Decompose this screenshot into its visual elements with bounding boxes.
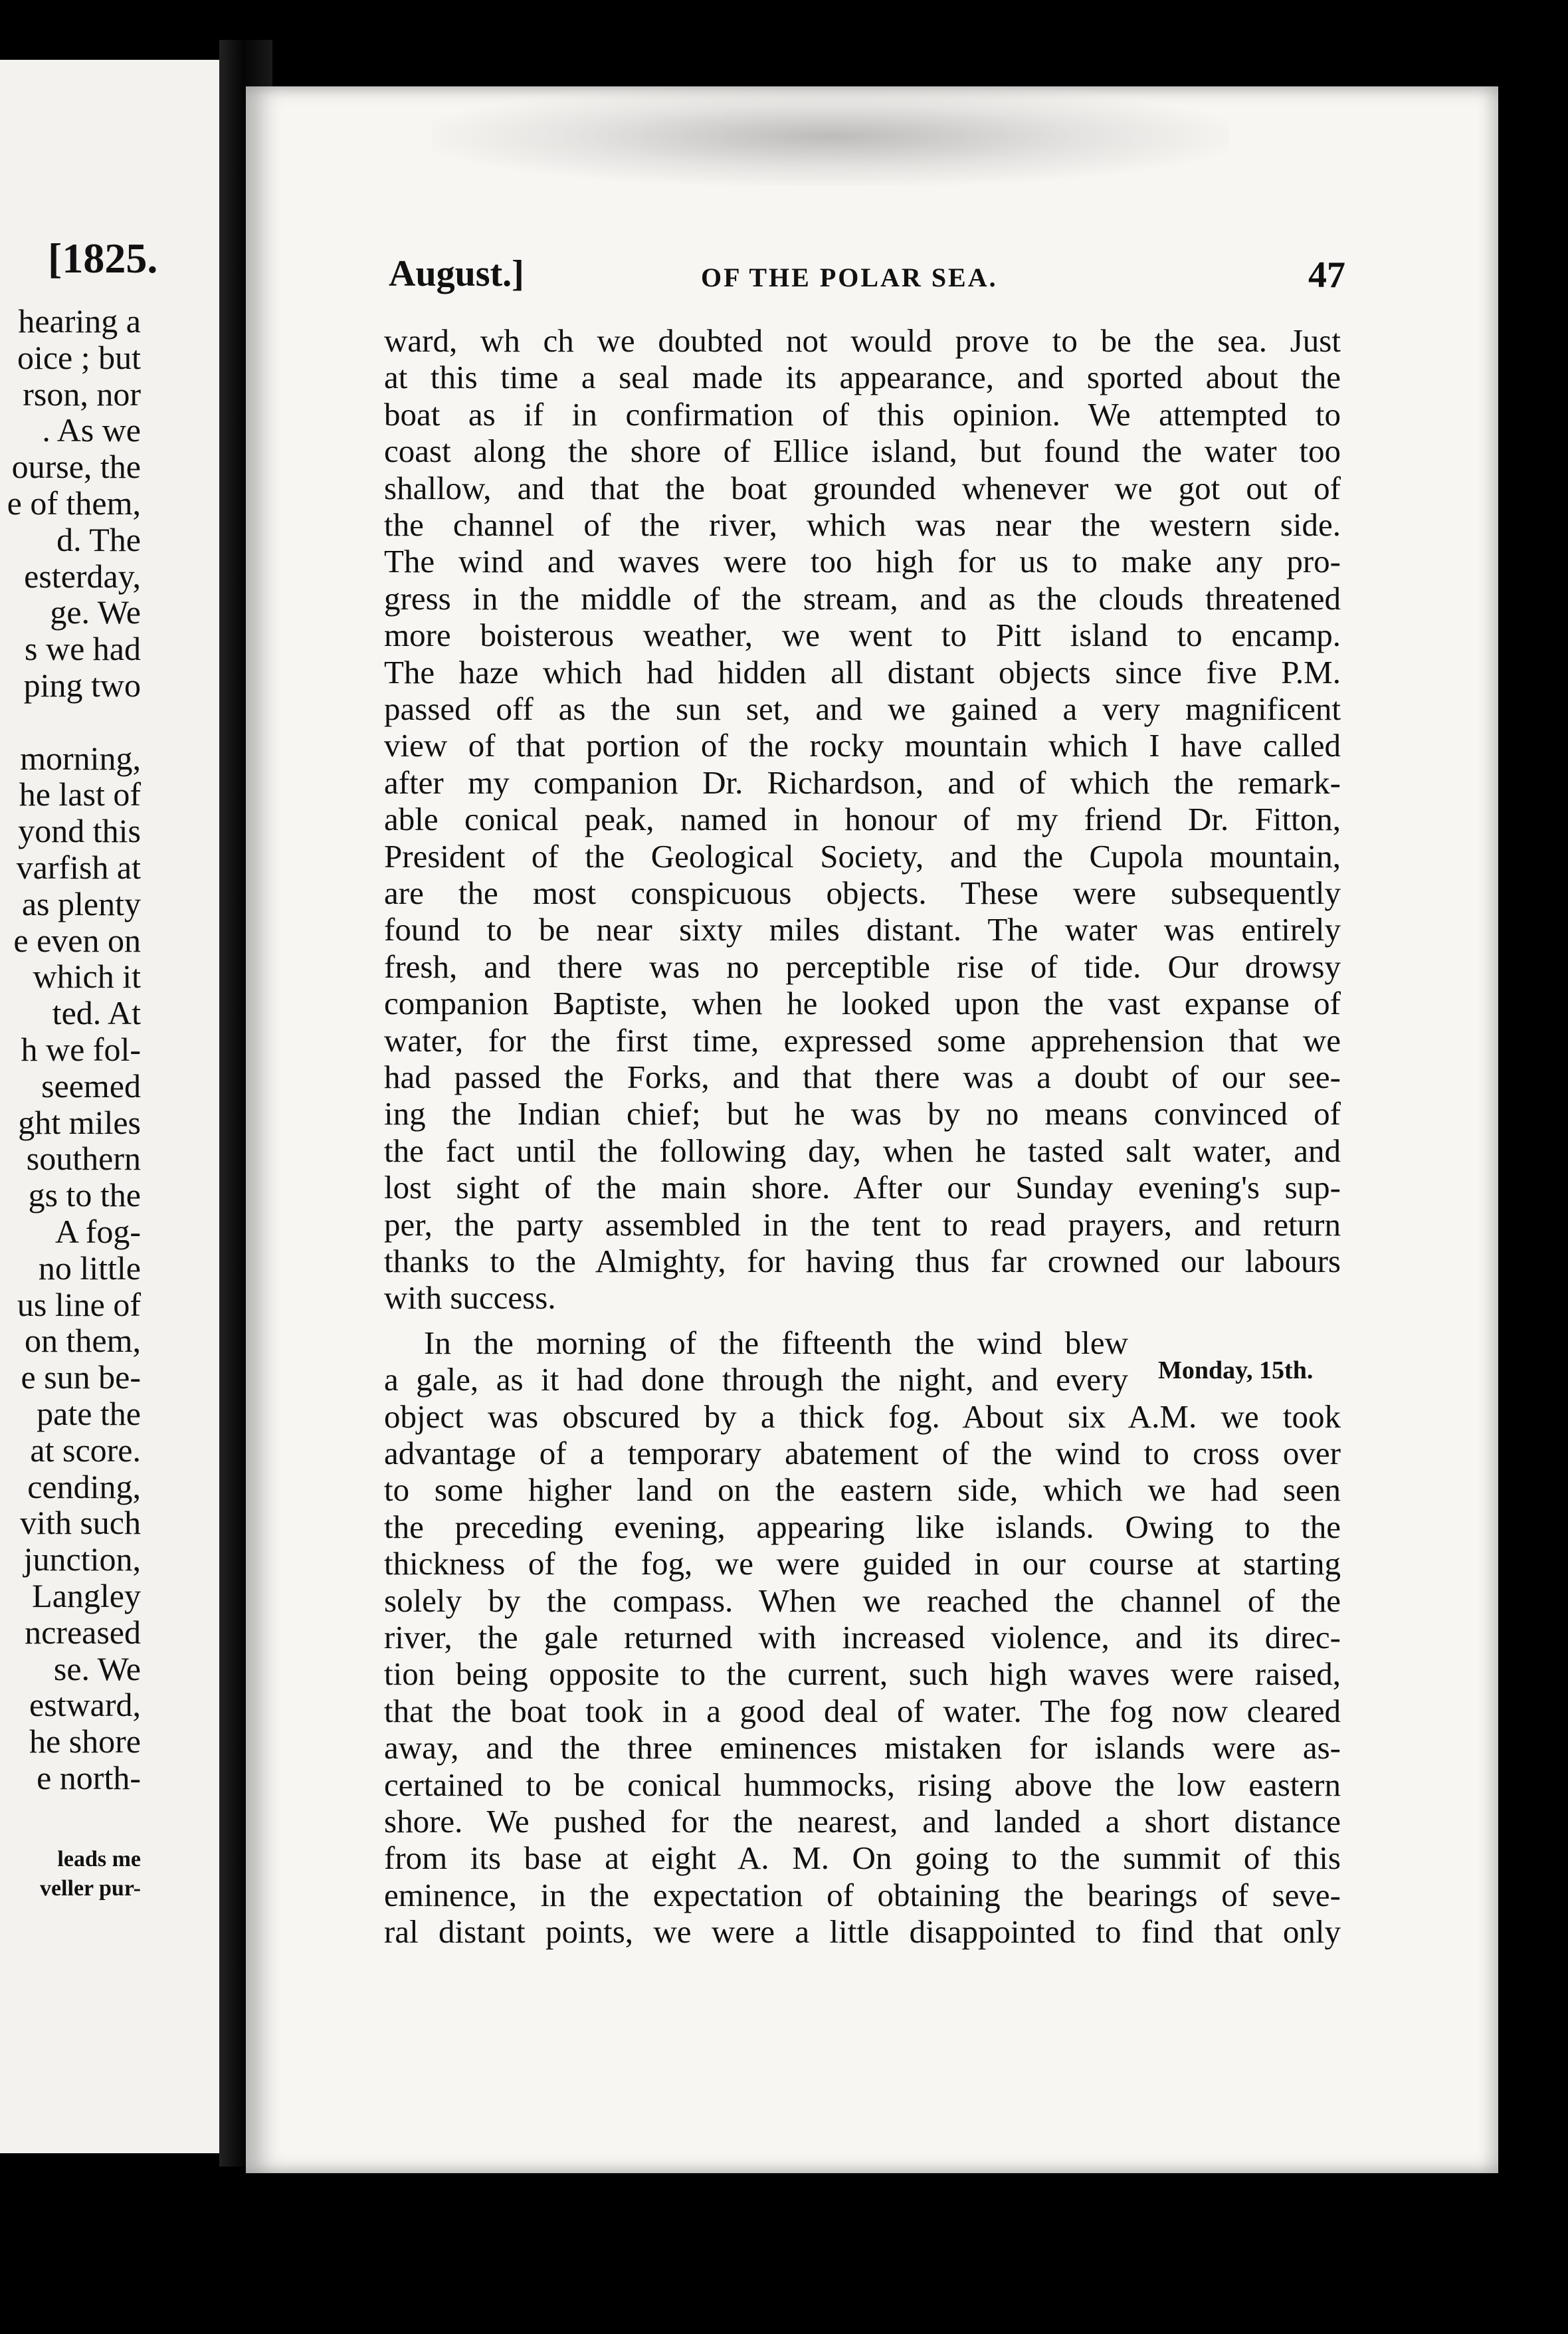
previous-page-line: as plenty — [21, 885, 141, 922]
previous-page-line: on them, — [25, 1322, 141, 1360]
text-line: In the morning of the fifteenth the wind blew — [424, 1324, 1128, 1361]
text-line: the preceding evening, appearing like islands. Owing to the — [384, 1508, 1341, 1545]
text-line: able conical peak, named in honour of my friend Dr. Fitton, — [384, 801, 1341, 838]
previous-page-line: ping two — [23, 667, 141, 704]
previous-page-line: ge. We — [50, 593, 141, 631]
text-line: thickness of the fog, we were guided in our course at starting — [384, 1545, 1341, 1582]
text-line: ing the Indian chief; but he was by no means convinced of — [384, 1095, 1341, 1132]
previous-page-line: rson, nor — [23, 375, 141, 413]
text-line: companion Baptiste, when he looked upon the vast expanse of — [384, 985, 1341, 1022]
text-line: that the boat took in a good deal of water. The fog now cleared — [384, 1692, 1341, 1729]
text-line: view of that portion of the rocky mountain which I have called — [384, 727, 1341, 764]
running-head — [389, 253, 1345, 306]
text-line: coast along the shore of Ellice island, but found the water too — [384, 433, 1341, 470]
text-line: fresh, and there was no perceptible rise of tide. Our drowsy — [384, 948, 1341, 985]
text-line: ward, wh ch we doubted not would prove to be the sea. Just — [384, 322, 1341, 359]
text-line: at this time a seal made its appearance, and sported about the — [384, 359, 1341, 396]
text-line: more boisterous weather, we went to Pitt island to encamp. — [384, 617, 1341, 654]
text-line: eminence, in the expectation of obtaining the bearings of seve- — [384, 1876, 1341, 1913]
previous-page-line: junction, — [23, 1540, 141, 1578]
margin-sidenote: Monday, 15th. — [1158, 1356, 1314, 1384]
previous-page-line: estward, — [29, 1686, 141, 1724]
text-line: had passed the Forks, and that there was a doubt of our see- — [384, 1059, 1341, 1095]
previous-page-line: e sun be- — [21, 1358, 141, 1396]
previous-page-line: yond this — [18, 812, 141, 850]
text-line: lost sight of the main shore. After our Sunday evening's sup- — [384, 1169, 1341, 1206]
text-line: the channel of the river, which was near the western side. — [384, 506, 1341, 543]
text-line: found to be near sixty miles distant. The water was entirely — [384, 911, 1341, 948]
text-line: from its base at eight A. M. On going to the summit of this — [384, 1840, 1341, 1877]
previous-page-footnote-line: leads me — [57, 1847, 141, 1871]
running-head-title: OF THE POLAR SEA. — [701, 263, 998, 292]
previous-page-line: Langley — [32, 1577, 141, 1614]
text-line: passed off as the sun set, and we gained a very magnificent — [384, 690, 1341, 727]
text-line: tion being opposite to the current, such high waves were raised, — [384, 1655, 1341, 1693]
previous-page-line: se. We — [53, 1649, 141, 1687]
text-line: river, the gale returned with increased violence, and its direc- — [384, 1619, 1341, 1655]
previous-page-line: at score. — [30, 1431, 141, 1469]
previous-page-line: gs to the — [28, 1176, 141, 1214]
previous-page-line: ourse, the — [11, 448, 141, 486]
text-line: President of the Geological Society, and the Cupola mountain, — [384, 837, 1341, 875]
previous-page-line: he last of — [19, 776, 141, 813]
previous-page-line: e north- — [37, 1759, 141, 1796]
previous-page-line: morning, — [20, 739, 141, 777]
previous-page-line: varfish at — [16, 849, 141, 886]
previous-page-header: [1825. — [48, 235, 158, 282]
previous-page-line: s we had — [25, 630, 141, 668]
text-line: after my companion Dr. Richardson, and of which the remark- — [384, 764, 1341, 801]
previous-page-line: ght miles — [18, 1103, 141, 1141]
text-line: per, the party assembled in the tent to read prayers, and return — [384, 1206, 1341, 1243]
text-line: are the most conspicuous objects. These were subsequently — [384, 875, 1341, 911]
previous-page-line: pate the — [37, 1395, 141, 1432]
text-line: with success. — [384, 1279, 556, 1317]
previous-page-line: seemed — [41, 1067, 141, 1105]
text-line: water, for the first time, expressed some apprehension that we — [384, 1021, 1341, 1059]
previous-page-line: oice ; but — [17, 338, 141, 376]
previous-page-line: e of them, — [7, 484, 141, 522]
text-line: advantage of a temporary abatement of the wind to cross over — [384, 1435, 1341, 1471]
text-line: boat as if in confirmation of this opinion. We attempted to — [384, 395, 1341, 433]
text-line: the fact until the following day, when he tasted salt water, and — [384, 1132, 1341, 1169]
text-line: solely by the compass. When we reached the channel of the — [384, 1582, 1341, 1619]
previous-page-fragment — [0, 60, 219, 2153]
text-line: object was obscured by a thick fog. About six A.M. we took — [384, 1398, 1341, 1435]
text-line: to some higher land on the eastern side, which we had seen — [384, 1471, 1341, 1509]
previous-page-line: ted. At — [52, 994, 141, 1032]
previous-page-footnote-line: veller pur- — [39, 1876, 141, 1901]
previous-page-line: hearing a — [18, 302, 141, 340]
previous-page-line: e even on — [13, 921, 141, 959]
previous-page-line: h we fol- — [21, 1031, 141, 1068]
page-number: 47 — [1308, 255, 1345, 296]
text-line: gress in the middle of the stream, and as the clouds threatened — [384, 580, 1341, 617]
previous-page-line: A fog- — [54, 1213, 141, 1250]
previous-page-line: he shore — [29, 1723, 141, 1760]
previous-page-line: cending, — [27, 1467, 141, 1505]
previous-page-line: vith such — [20, 1504, 141, 1542]
previous-page-line: . As we — [42, 411, 141, 449]
text-line: shallow, and that the boat grounded whenever we got out of — [384, 469, 1341, 506]
previous-page-line: no little — [38, 1249, 141, 1287]
previous-page-line: d. The — [56, 520, 141, 558]
text-line: away, and the three eminences mistaken for islands were as- — [384, 1729, 1341, 1766]
scan-smudge — [432, 86, 1229, 186]
previous-page-line: southern — [26, 1140, 141, 1178]
previous-page-line: us line of — [17, 1285, 141, 1323]
text-line: The haze which had hidden all distant objects since five P.M. — [384, 653, 1341, 690]
text-line: shore. We pushed for the nearest, and landed a short distance — [384, 1803, 1341, 1840]
previous-page-line: which it — [33, 958, 141, 996]
text-line: thanks to the Almighty, for having thus far crowned our labours — [384, 1243, 1341, 1279]
previous-page-line: ncreased — [25, 1613, 141, 1651]
text-line: certained to be conical hummocks, rising above the low eastern — [384, 1766, 1341, 1803]
text-line: a gale, as it had done through the night, and every — [384, 1361, 1128, 1398]
text-line: The wind and waves were too high for us to make any pro- — [384, 543, 1341, 580]
previous-page-line: esterday, — [24, 557, 141, 595]
running-head-date: August.] — [389, 253, 524, 294]
book-page — [246, 86, 1498, 2173]
text-line: ral distant points, we were a little disappointed to find that only — [384, 1913, 1341, 1951]
